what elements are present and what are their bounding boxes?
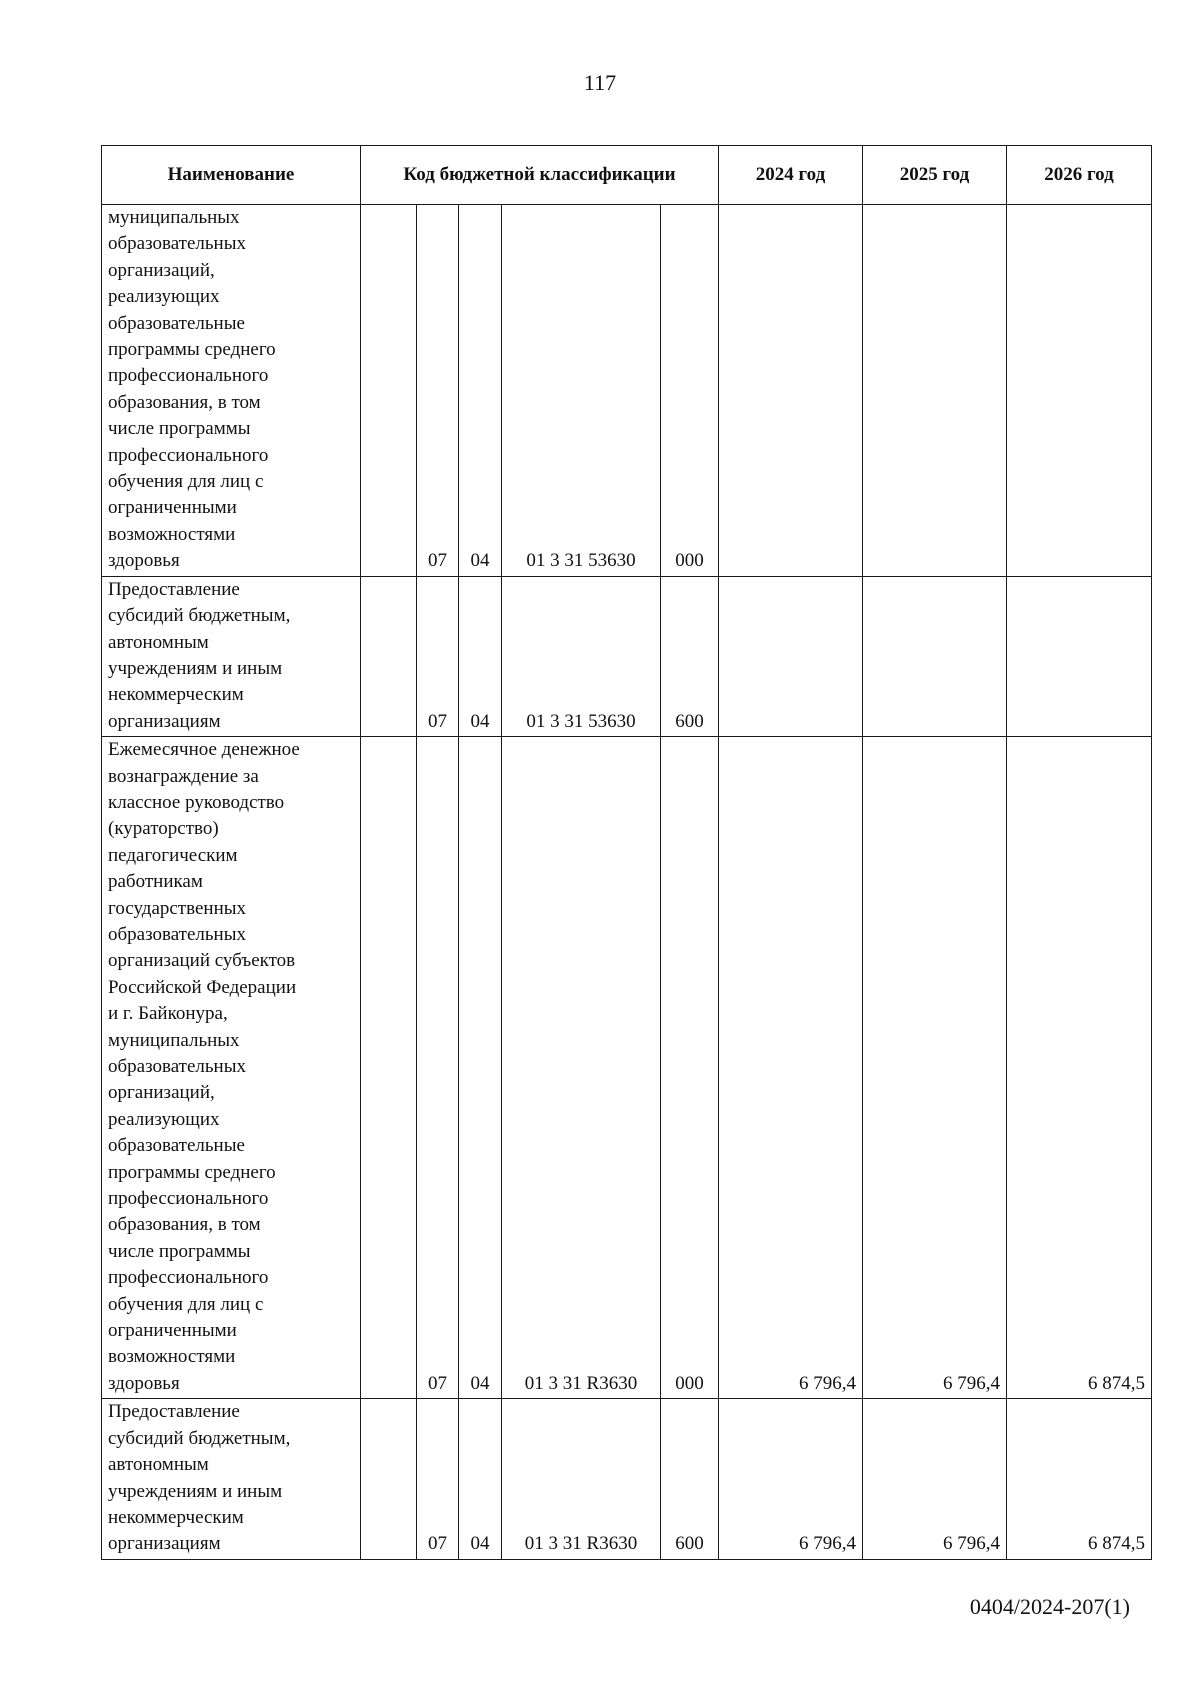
- row-name: муниципальных образовательных организаций, реализующих образовательные программы среднего профессионального образования, в том числе программы профессионального обучения для лиц с ограниченными возможностями здоровья: [102, 205, 361, 577]
- table-header: [102, 146, 1152, 205]
- table-row: [102, 576, 1152, 736]
- table-body: [102, 205, 1152, 1560]
- row-section: 07: [417, 576, 459, 736]
- table-row: [102, 737, 1152, 1399]
- row-target-article: 01 3 31 53630: [502, 576, 661, 736]
- row-subsection: 04: [459, 205, 502, 577]
- row-expense-type: 600: [661, 576, 719, 736]
- row-grbs: [361, 205, 417, 577]
- row-name: Предоставление субсидий бюджетным, автономным учреждениям и иным некоммерческим организациям: [102, 576, 361, 736]
- row-grbs: [361, 1399, 417, 1559]
- row-amount-2025: [863, 205, 1007, 577]
- row-amount-2024: [719, 576, 863, 736]
- row-target-article: 01 3 31 53630: [502, 205, 661, 577]
- row-grbs: [361, 737, 417, 1399]
- row-section: 07: [417, 737, 459, 1399]
- table-row: [102, 205, 1152, 577]
- row-amount-2026: [1007, 576, 1152, 736]
- document-number: 0404/2024-207(1): [969, 1594, 1130, 1619]
- row-amount-2026: [1007, 205, 1152, 577]
- row-subsection: 04: [459, 737, 502, 1399]
- row-name: Предоставление субсидий бюджетным, автономным учреждениям и иным некоммерческим организациям: [102, 1399, 361, 1559]
- page-number: 117: [583, 70, 617, 95]
- header-2025: 2025 год: [863, 146, 1007, 205]
- table-row: [102, 1399, 1152, 1559]
- budget-table: [101, 145, 1152, 1560]
- row-target-article: 01 3 31 R3630: [502, 1399, 661, 1559]
- header-2026: 2026 год: [1007, 146, 1152, 205]
- header-2024: 2024 год: [719, 146, 863, 205]
- row-expense-type: 600: [661, 1399, 719, 1559]
- row-amount-2026: 6 874,5: [1007, 737, 1152, 1399]
- row-grbs: [361, 576, 417, 736]
- row-expense-type: 000: [661, 737, 719, 1399]
- row-subsection: 04: [459, 576, 502, 736]
- row-amount-2025: [863, 576, 1007, 736]
- row-amount-2024: 6 796,4: [719, 1399, 863, 1559]
- row-amount-2024: [719, 205, 863, 577]
- row-subsection: 04: [459, 1399, 502, 1559]
- row-target-article: 01 3 31 R3630: [502, 737, 661, 1399]
- header-name: Наименование: [102, 146, 361, 205]
- row-name: Ежемесячное денежное вознаграждение за классное руководство (кураторство) педагогическим работникам государственных образовательных организаций субъектов Российской Федерации и г. Байконура, муниципальных образовательных организаций, реализующих образовательные программы среднего профессионального образования, в том числе программы профессионального обучения для лиц с ограниченными возможностями здоровья: [102, 737, 361, 1399]
- row-amount-2026: 6 874,5: [1007, 1399, 1152, 1559]
- header-code: Код бюджетной классификации: [361, 146, 719, 205]
- row-amount-2025: 6 796,4: [863, 1399, 1007, 1559]
- row-section: 07: [417, 205, 459, 577]
- row-amount-2024: 6 796,4: [719, 737, 863, 1399]
- row-section: 07: [417, 1399, 459, 1559]
- row-expense-type: 000: [661, 205, 719, 577]
- row-amount-2025: 6 796,4: [863, 737, 1007, 1399]
